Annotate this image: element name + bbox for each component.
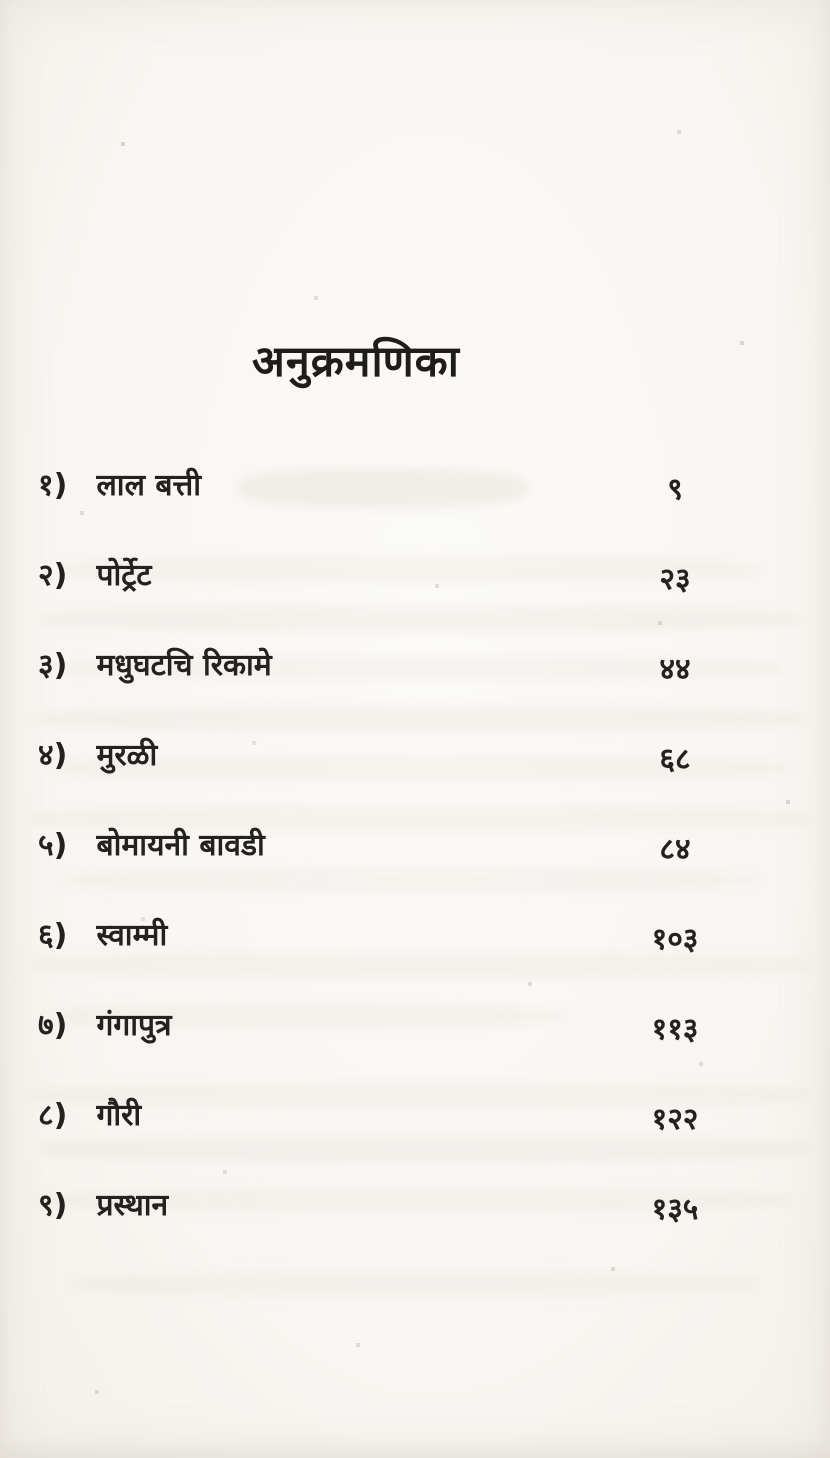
- toc-entry: [38, 918, 792, 957]
- toc-entry-page: १३५: [651, 1192, 699, 1227]
- toc-entry-number: ९): [38, 1188, 68, 1223]
- toc-entry-number: ४): [38, 738, 68, 773]
- toc-entry-number: ६): [38, 918, 68, 953]
- toc-entry: [38, 1008, 792, 1047]
- toc-entry: [38, 1098, 792, 1137]
- toc-entry-title: स्वाम्मी: [96, 918, 168, 953]
- toc-entry-number: ३): [38, 648, 68, 683]
- toc-entry-page: ४४: [659, 652, 691, 687]
- toc-entry-title: मुरळी: [96, 738, 158, 773]
- toc-entry-number: १): [38, 468, 68, 503]
- toc-entry: [38, 828, 792, 867]
- toc-entry-page: ११३: [651, 1012, 699, 1047]
- toc-entry-page: ८४: [659, 832, 691, 867]
- toc-entry-title: बोमायनी बावडी: [96, 828, 265, 863]
- toc-entry-number: ७): [38, 1008, 68, 1043]
- toc-entry-number: २): [38, 558, 68, 593]
- table-of-contents: [38, 468, 792, 1278]
- toc-entry-title: प्रस्थान: [96, 1188, 169, 1223]
- scan-speckles: [0, 0, 2, 2]
- toc-entry: [38, 558, 792, 597]
- toc-entry-page: ९: [667, 472, 683, 507]
- toc-entry-title: गंगापुत्र: [96, 1008, 172, 1043]
- toc-entry-number: ८): [38, 1098, 68, 1133]
- toc-entry: [38, 648, 792, 687]
- toc-entry-page: ६८: [659, 742, 691, 777]
- page-title: अनुक्रमणिका: [252, 337, 460, 387]
- toc-entry: [38, 1188, 792, 1227]
- toc-entry-number: ५): [38, 828, 68, 863]
- toc-entry-page: १०३: [651, 922, 699, 957]
- toc-entry: [38, 738, 792, 777]
- toc-entry: [38, 468, 792, 507]
- toc-entry-page: २३: [659, 562, 691, 597]
- toc-entry-title: मधुघटचि रिकामे: [96, 648, 272, 683]
- toc-entry-title: पोर्ट्रेट: [96, 558, 152, 593]
- toc-entry-title: लाल बत्ती: [96, 468, 201, 503]
- toc-entry-page: १२२: [651, 1102, 699, 1137]
- toc-entry-title: गौरी: [96, 1098, 142, 1133]
